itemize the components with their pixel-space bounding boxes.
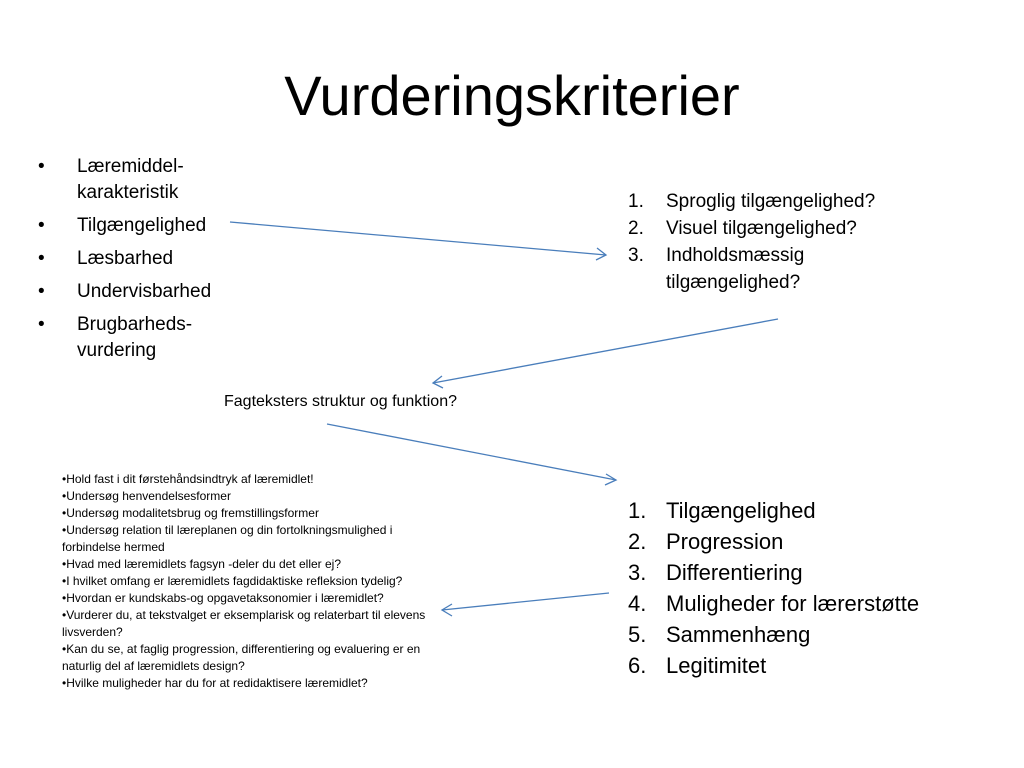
criteria-item-label: Tilgængelighed bbox=[666, 498, 816, 523]
bullet-label: Undervisbarhed bbox=[77, 281, 212, 302]
question-item: •Undersøg henvendelsesformer bbox=[62, 489, 231, 503]
bullet-dot-icon: • bbox=[38, 215, 45, 236]
bullet-dot-icon: • bbox=[38, 248, 45, 269]
bullet-label: Læremiddel-karakteristik bbox=[77, 156, 184, 203]
bullet-label: Tilgængelighed bbox=[77, 215, 207, 236]
question-item: •Kan du se, at faglig progression, differentiering og evaluering er en naturlig del af læremidlets design? bbox=[62, 642, 421, 673]
criteria-item: 6. Legitimitet bbox=[628, 653, 767, 678]
accessibility-item: 2. Visuel tilgængelighed? bbox=[628, 218, 857, 239]
question-item: •Hvad med læremidlets fagsyn -deler du det eller ej? bbox=[62, 557, 341, 571]
accessibility-item-label: Visuel tilgængelighed? bbox=[666, 218, 857, 239]
arrow-to-center-question bbox=[433, 319, 778, 383]
arrow-to-question-list bbox=[442, 593, 609, 610]
question-item: •Hold fast i dit førstehåndsindtryk af læremidlet! bbox=[62, 472, 314, 486]
question-item: •I hvilket omfang er læremidlets fagdidaktiske refleksion tydelig? bbox=[62, 574, 403, 588]
criteria-item-label: Differentiering bbox=[666, 560, 803, 585]
criteria-item: 5. Sammenhæng bbox=[628, 622, 811, 647]
accessibility-item: 1. Sproglig tilgængelighed? bbox=[628, 191, 876, 212]
bullet-label: Læsbarhed bbox=[77, 248, 174, 269]
slide-title: Vurderingskriterier bbox=[284, 64, 740, 127]
bullet-dot-icon: • bbox=[38, 156, 45, 177]
criteria-item: 4. Muligheder for lærerstøtte bbox=[628, 591, 920, 616]
question-item: •Undersøg relation til læreplanen og din fortolkningsmulighed i forbindelse hermed bbox=[62, 523, 393, 554]
question-item: •Hvilke muligheder har du for at redidaktisere læremidlet? bbox=[62, 676, 368, 690]
criteria-item: 2. Progression bbox=[628, 529, 784, 554]
arrow-to-accessibility-list bbox=[230, 222, 606, 255]
criteria-item-label: Sammenhæng bbox=[666, 622, 811, 647]
question-item: •Hvordan er kundskabs-og opgavetaksonomier i læremidlet? bbox=[62, 591, 384, 605]
criteria-item-label: Progression bbox=[666, 529, 784, 554]
bullet-dot-icon: • bbox=[38, 314, 45, 335]
question-item: •Vurderer du, at tekstvalget er eksemplarisk og relaterbart til elevens livsverden? bbox=[62, 608, 426, 639]
bullet-dot-icon: • bbox=[38, 281, 45, 302]
center-question: Fagteksters struktur og funktion? bbox=[224, 393, 457, 410]
criteria-item: 3. Differentiering bbox=[628, 560, 803, 585]
accessibility-item-label: Indholdsmæssig tilgængelighed? bbox=[666, 245, 805, 293]
arrow-to-criteria-list bbox=[327, 424, 616, 480]
accessibility-item: 3. Indholdsmæssig tilgængelighed? bbox=[628, 242, 928, 296]
criteria-item-label: Legitimitet bbox=[666, 653, 767, 678]
criteria-item-label: Muligheder for lærerstøtte bbox=[666, 591, 920, 616]
criteria-item: 1. Tilgængelighed bbox=[628, 498, 816, 523]
question-item: •Undersøg modalitetsbrug og fremstillingsformer bbox=[62, 506, 319, 520]
bullet-label: Brugbarheds-vurdering bbox=[77, 314, 193, 361]
accessibility-item-label: Sproglig tilgængelighed? bbox=[666, 191, 876, 212]
